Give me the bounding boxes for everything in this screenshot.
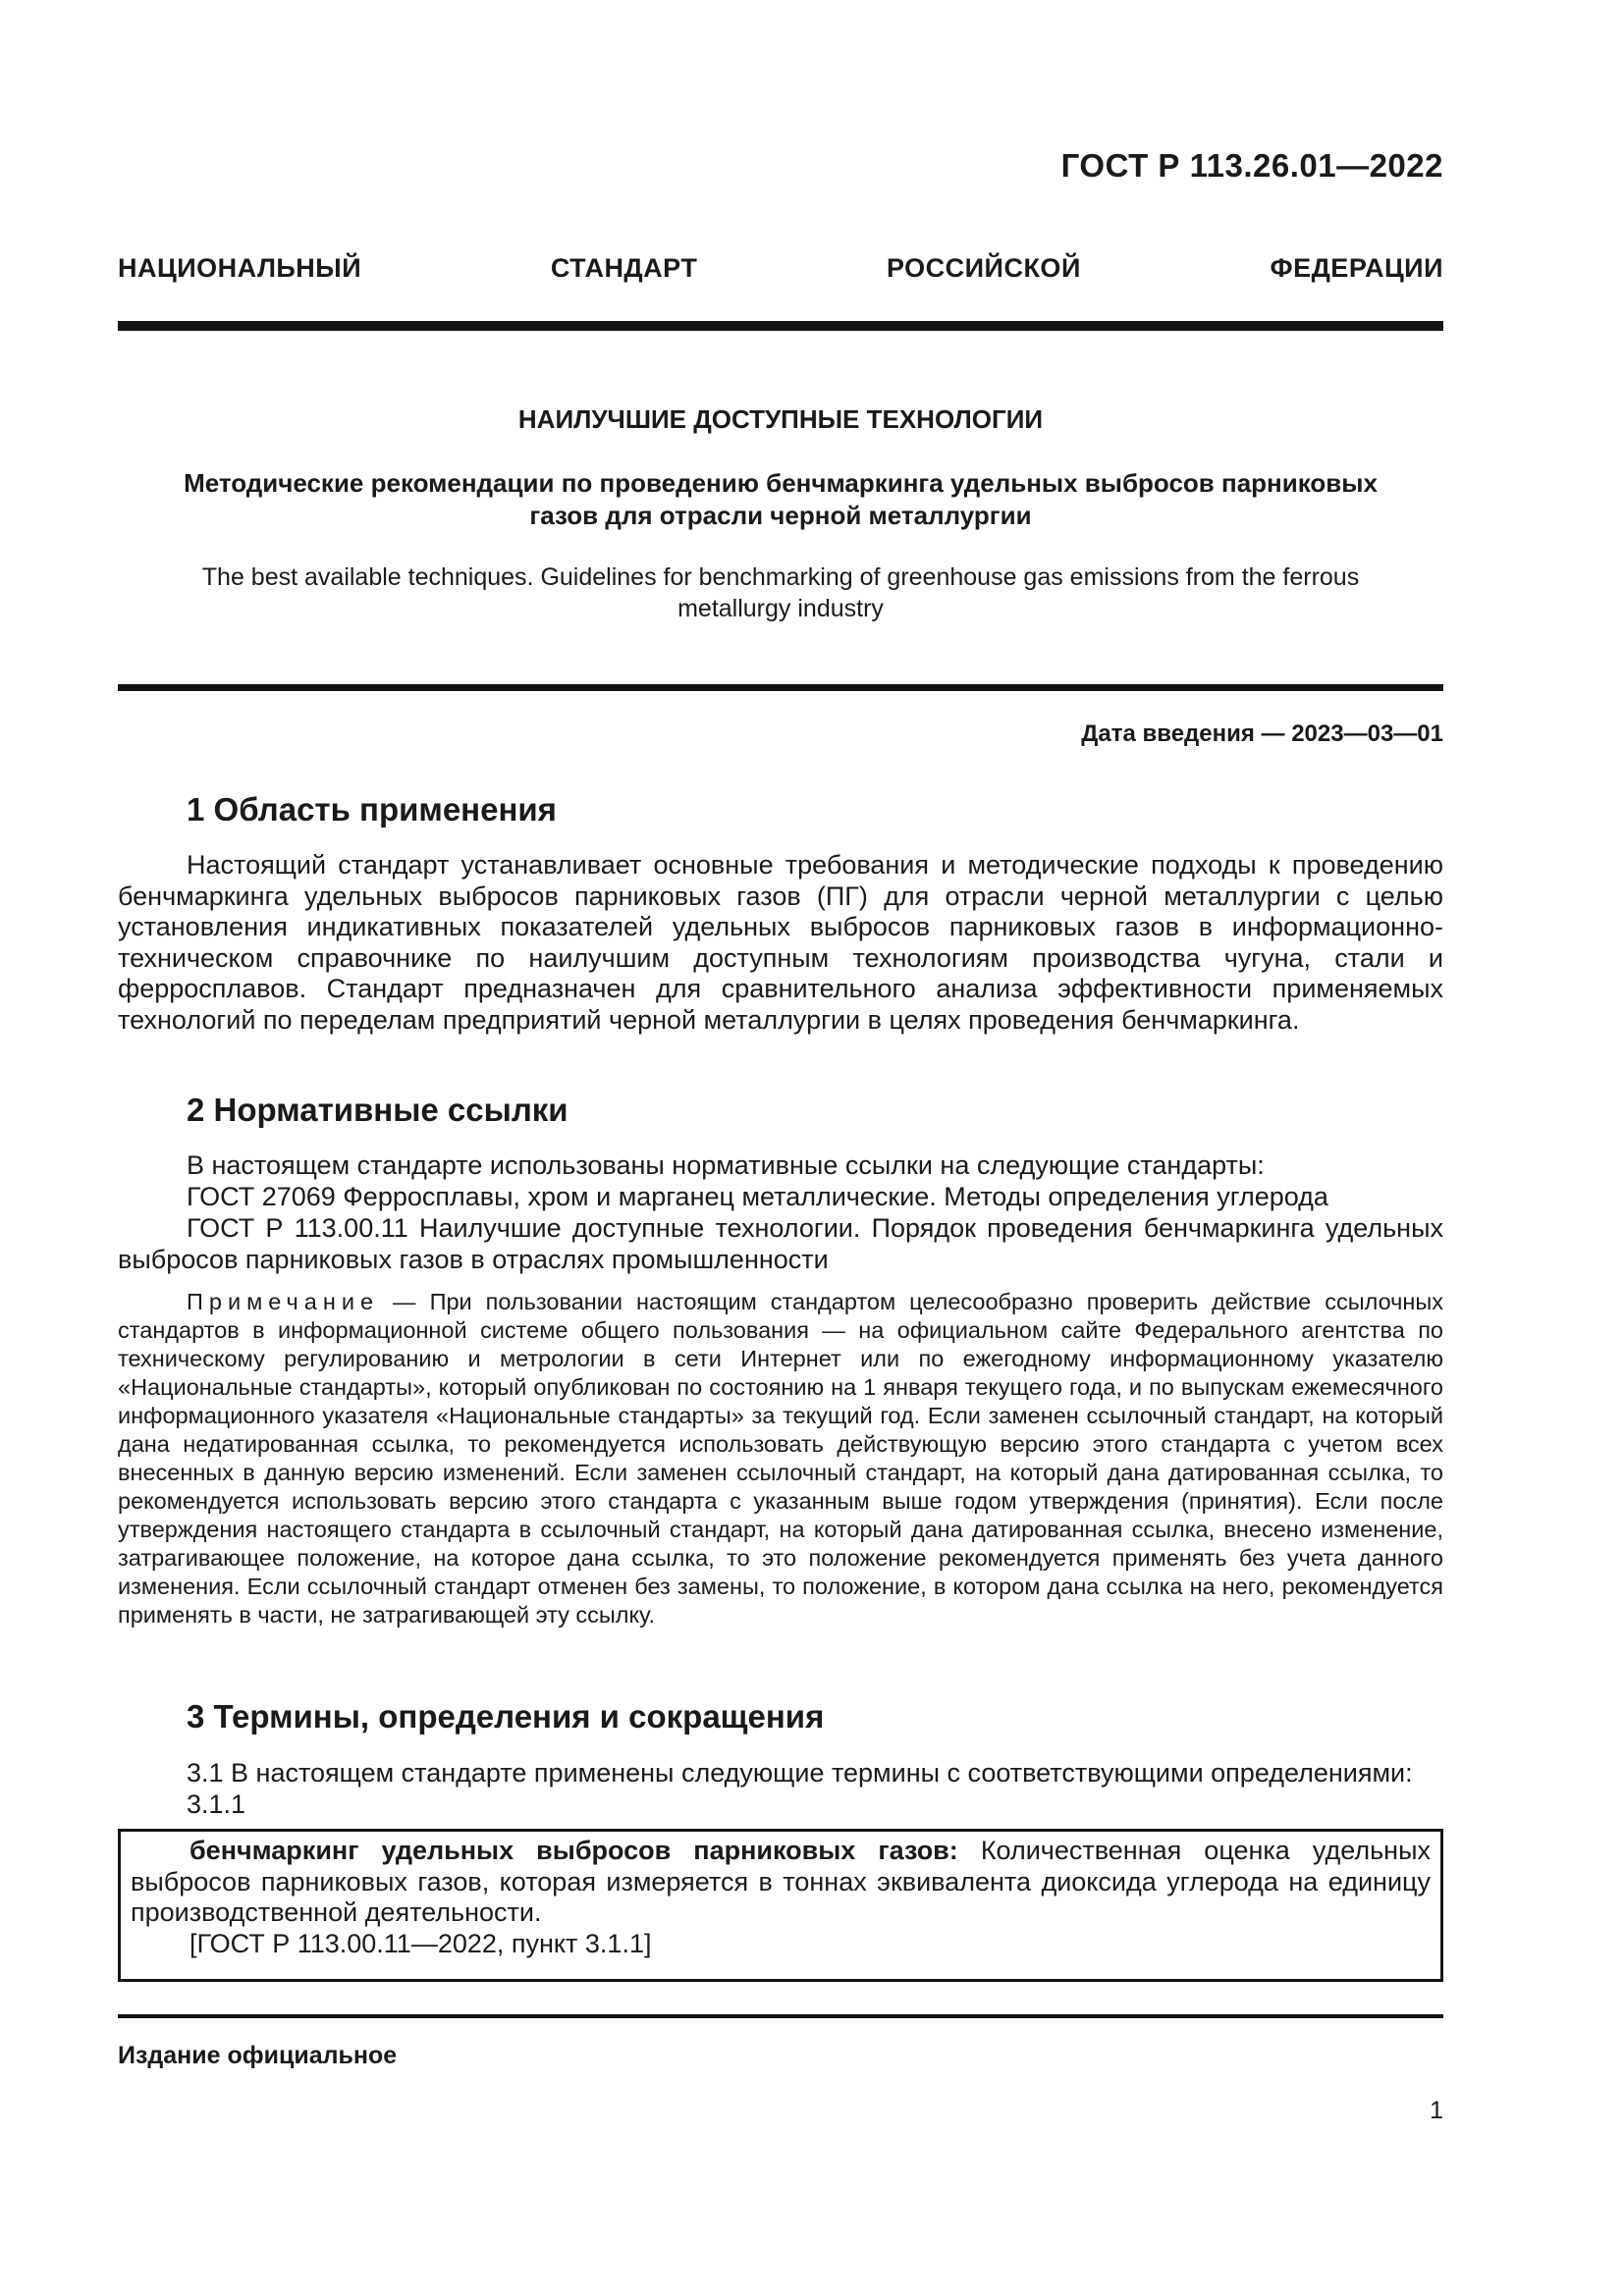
document-subtitle: Методические рекомендации по проведению бенчмаркинга удельных выбросов парниковых газов для отрасли черной металлургии <box>184 468 1378 530</box>
term-definition-text: Количественная оценка удельных выбросов парниковых газов, которая измеряется в тоннах эквивалента диоксида углерода на единицу производственной деятельности. <box>131 1836 1431 1927</box>
clause-3-1: 3.1 В настоящем стандарте применены следующие термины с соответствующими определениями: <box>187 1758 1413 1788</box>
section-1-paragraph: Настоящий стандарт устанавливает основные требования и методические подходы к проведению бенчмаркинга удельных выбросов парниковых газов (ПГ) для отрасли черной металлургии с целью установления индикативных показателей удельных выбросов парниковых газов в информационно-техническом справочнике по наилучшим доступным технологиям производства чугуна, стали и ферросплавов. Стандарт предназначен для сравнительного анализа эффективности применяемых технологий по переделам предприятий черной металлургии в целях проведения бенчмаркинга. <box>118 850 1443 1035</box>
standard-code: ГОСТ Р 113.26.01—2022 <box>1060 147 1443 184</box>
note-label: Примечание <box>187 1289 380 1314</box>
footer-rule <box>118 2014 1443 2018</box>
term-number: 3.1.1 <box>187 1789 246 1819</box>
section-2-heading: 2 Нормативные ссылки <box>187 1092 568 1128</box>
term-name: бенчмаркинг удельных выбросов парниковых газов: <box>189 1836 958 1865</box>
reference-gost-27069: ГОСТ 27069 Ферросплавы, хром и марганец металлические. Методы определения углерода <box>187 1182 1328 1211</box>
reference-gost-113-00-11: ГОСТ Р 113.00.11 Наилучшие доступные технологии. Порядок проведения бенчмаркинга удельных выбросов парниковых газов в отраслях промышленности <box>118 1213 1443 1274</box>
section-2-intro: В настоящем стандарте использованы нормативные ссылки на следующие стандарты: <box>187 1150 1265 1180</box>
section-3-heading: 3 Термины, определения и сокращения <box>187 1698 825 1735</box>
section-1-heading: 1 Область применения <box>187 791 557 828</box>
header-rule <box>118 321 1443 331</box>
introduction-date: Дата введения — 2023—03—01 <box>1081 721 1443 747</box>
document-title: НАИЛУЧШИЕ ДОСТУПНЫЕ ТЕХНОЛОГИИ <box>517 404 1044 434</box>
english-title: The best available techniques. Guidelines for benchmarking of greenhouse gas emissions from the ferrous metallurgy industry <box>201 563 1360 622</box>
national-standard-banner: НАЦИОНАЛЬНЫЙ СТАНДАРТ РОССИЙСКОЙ ФЕДЕРАЦИИ <box>118 253 1443 283</box>
term-definition-box <box>118 1829 1443 1982</box>
page-number: 1 <box>1430 2097 1443 2124</box>
official-edition-label: Издание официальное <box>118 2042 398 2069</box>
title-rule <box>118 684 1443 691</box>
section-2-note <box>118 1288 1443 1629</box>
term-definition <box>131 1836 1431 1929</box>
term-source: [ГОСТ Р 113.00.11—2022, пункт 3.1.1] <box>189 1928 652 1958</box>
note-text: — При пользовании настоящим стандартом целесообразно проверить действие ссылочных стандартов в информационной системе общего пользования — на официальном сайте Федерального агентства по техническому регулированию и метрологии в сети Интернет или по ежегодному информационному указателю «Национальные стандарты», который опубликован по состоянию на 1 января текущего года, и по выпускам ежемесячного информационного указателя «Национальные стандарты» за текущий год. Если заменен ссылочный стандарт, на который дана недатированная ссылка, то рекомендуется использовать действующую версию этого стандарта с учетом всех внесенных в данную версию изменений. Если заменен ссылочный стандарт, на который дана датированная ссылка, то рекомендуется использовать версию этого стандарта с указанным выше годом утверждения (принятия). Если после утверждения настоящего стандарта в ссылочный стандарт, на который дана датированная ссылка, внесено изменение, затрагивающее положение, на которое дана ссылка, то это положение рекомендуется применять без учета данного изменения. Если ссылочный стандарт отменен без замены, то положение, в котором дана ссылка на него, рекомендуется применять в части, не затрагивающей эту ссылку. <box>118 1289 1443 1628</box>
